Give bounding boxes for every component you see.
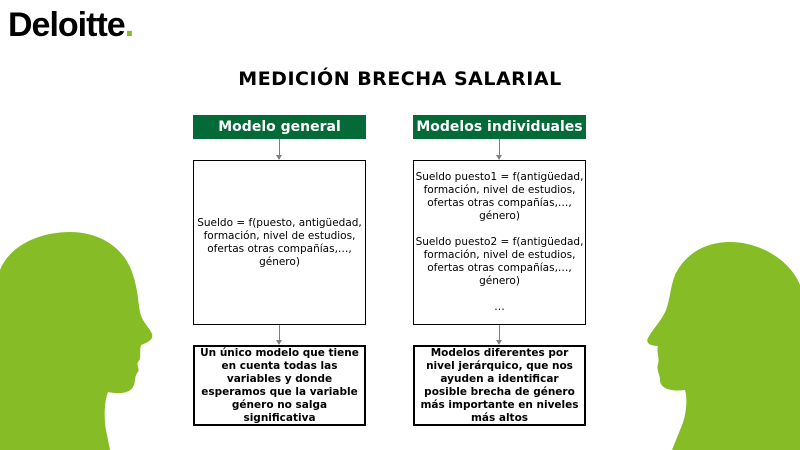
arrow-right-top (499, 139, 500, 156)
page-title: MEDICIÓN BRECHA SALARIAL (238, 68, 562, 90)
formula-box-individual (413, 160, 586, 325)
formula-line: formación, nivel de estudios, (423, 184, 576, 196)
logo-text: Deloitte (8, 6, 125, 44)
formula-line: género) (479, 210, 520, 222)
formula-line: Sueldo puesto1 = f(antigüedad, (415, 171, 584, 183)
formula-line: formación, nivel de estudios, (203, 229, 356, 242)
formula-line: formación, nivel de estudios, (423, 249, 576, 261)
formula-line: ofertas otras compañías,…, (427, 262, 572, 274)
summary-box-general: Un único modelo que tiene en cuenta todas las variables y donde esperamos que la variable género no salga significativa (193, 345, 366, 426)
deloitte-logo (8, 8, 133, 42)
arrow-left-bottom (279, 325, 280, 341)
formula-box-general (193, 160, 366, 325)
header-modelos-individuales: Modelos individuales (413, 115, 586, 139)
formula-ellipsis: … (494, 301, 505, 313)
formula-line: género) (259, 255, 300, 268)
summary-box-individual: Modelos diferentes por nivel jerárquico, que nos ayuden a identificar posible brecha de género más importante en niveles más altos (413, 345, 586, 426)
woman-silhouette-icon (0, 230, 160, 450)
arrow-left-top (279, 139, 280, 156)
logo-dot: . (124, 6, 134, 44)
man-silhouette-icon (630, 240, 800, 450)
formula-line: género) (479, 275, 520, 287)
formula-line: Sueldo = f(puesto, antigüedad, (197, 216, 362, 229)
header-modelo-general: Modelo general (193, 115, 366, 139)
formula-line: ofertas otras compañías,…, (207, 242, 352, 255)
formula-line: Sueldo puesto2 = f(antigüedad, (415, 236, 584, 248)
formula-line: ofertas otras compañías,…, (427, 197, 572, 209)
arrow-right-bottom (499, 325, 500, 341)
